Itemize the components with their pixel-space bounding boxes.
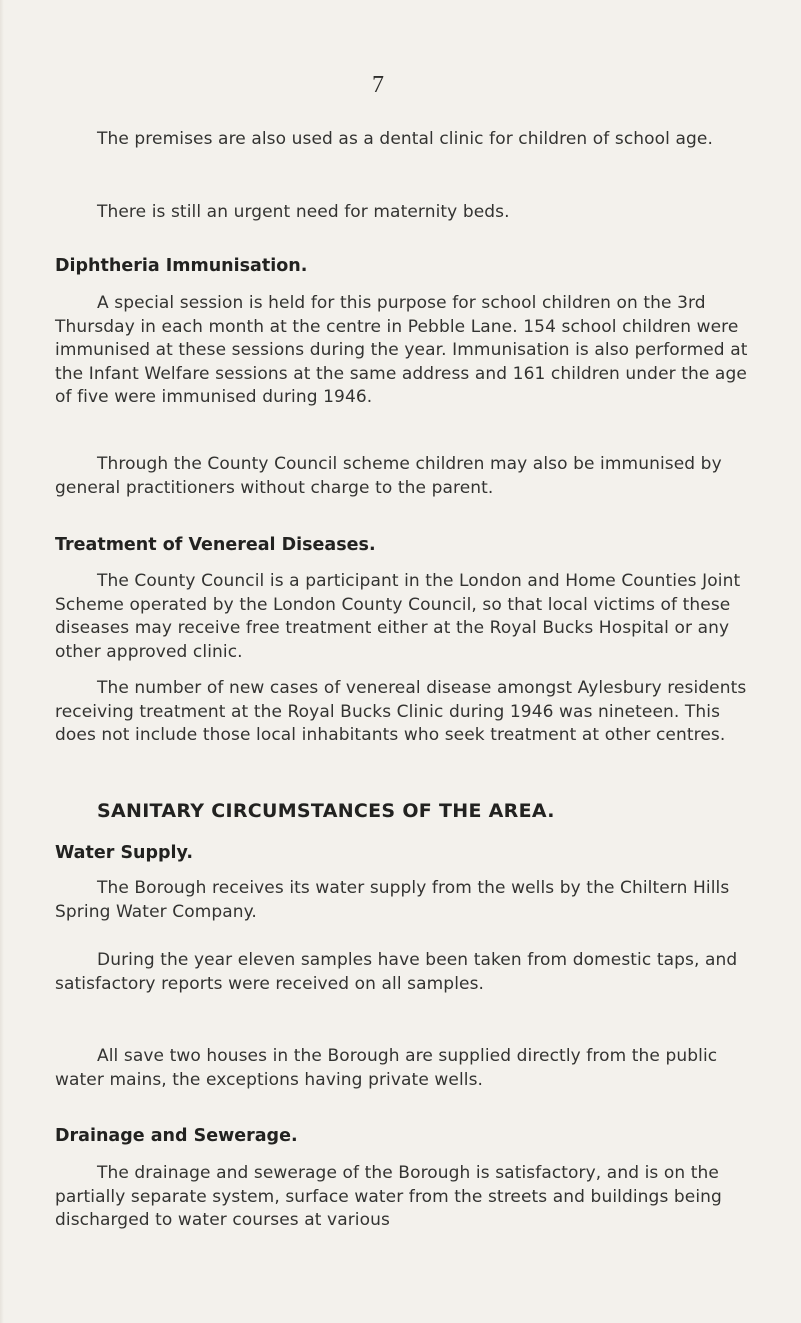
heading-water-supply: Water Supply. — [55, 843, 194, 863]
paragraph-dental-clinic: The premises are also used as a dental clinic for children of school age. — [97, 129, 713, 149]
page-spine-shadow — [0, 0, 4, 1323]
paragraph-venereal-2: The number of new cases of venereal disease amongst Aylesbury residents receiving treatment at the Royal Bucks Clinic during 1946 was nineteen. This does not include those local inhabitants who seek treatment at other centres. — [55, 678, 747, 746]
heading-sanitary-circumstances: SANITARY CIRCUMSTANCES OF THE AREA. — [97, 800, 555, 822]
paragraph-venereal-1: The County Council is a participant in the London and Home Counties Joint Scheme operated by the London County Council, so that local victims of these diseases may receive free treatment either at the Royal Bucks Hospital or any other approved clinic. — [55, 571, 741, 662]
paragraph-drainage-1: The drainage and sewerage of the Borough is satisfactory, and is on the partially separate system, surface water from the streets and buildings being discharged to water courses at various — [55, 1163, 722, 1231]
page-number: 7 — [372, 72, 384, 98]
paragraph-water-1: The Borough receives its water supply from the wells by the Chiltern Hills Spring Water Company. — [55, 878, 730, 922]
heading-venereal-diseases: Treatment of Venereal Diseases. — [55, 535, 376, 555]
heading-drainage-sewerage: Drainage and Sewerage. — [55, 1126, 298, 1146]
paragraph-diphtheria-1: A special session is held for this purpose for school children on the 3rd Thursday in each month at the centre in Pebble Lane. 154 school children were immunised at these sessions during the year. Immunisation is also performed at the Infant Welfare sessions at the same address and 161 children under the age of five were immunised during 1946. — [55, 293, 748, 408]
heading-diphtheria-immunisation: Diphtheria Immunisation. — [55, 256, 308, 276]
paragraph-maternity-beds: There is still an urgent need for maternity beds. — [97, 202, 510, 222]
paragraph-diphtheria-2: Through the County Council scheme children may also be immunised by general practitioners without charge to the parent. — [55, 454, 722, 498]
paragraph-water-3: All save two houses in the Borough are supplied directly from the public water mains, the exceptions having private wells. — [55, 1046, 718, 1090]
paragraph-water-2: During the year eleven samples have been taken from domestic taps, and satisfactory reports were received on all samples. — [55, 950, 738, 994]
